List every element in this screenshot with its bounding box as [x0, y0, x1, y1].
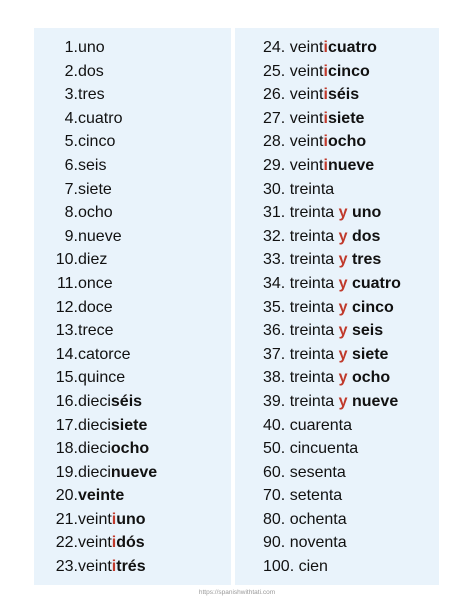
word-part: veint	[78, 534, 112, 552]
item-word	[290, 511, 347, 528]
item-word	[78, 251, 107, 268]
item-word	[290, 534, 347, 551]
word-part: dos	[78, 62, 104, 80]
word-bold-part: cinco	[347, 298, 394, 316]
item-word	[78, 369, 125, 386]
word-part: veint	[289, 109, 324, 127]
list-item	[235, 531, 439, 555]
item-word	[78, 275, 113, 292]
list-item	[235, 390, 439, 414]
item-number: 15.	[55, 369, 78, 387]
left-number-list	[34, 36, 231, 579]
item-number: 19.	[55, 463, 78, 481]
item-number: 6.	[64, 156, 78, 174]
list-item	[235, 508, 439, 532]
list-item	[235, 107, 439, 131]
item-word	[290, 369, 391, 386]
list-item	[34, 201, 231, 225]
list-item	[235, 437, 439, 461]
word-part: trece	[78, 322, 114, 340]
highlight-connector: y	[338, 227, 348, 245]
item-word	[78, 322, 114, 339]
item-number: 8.	[64, 204, 78, 222]
item-number: 10.	[55, 251, 78, 269]
list-item	[34, 319, 231, 343]
word-part: dieci	[78, 392, 111, 410]
highlight-connector: i	[323, 62, 328, 80]
word-part: treinta	[289, 322, 339, 340]
highlight-connector: i	[111, 558, 117, 576]
item-word	[290, 204, 382, 221]
list-item	[34, 555, 231, 579]
list-item	[34, 484, 231, 508]
word-bold-part: seis	[347, 322, 384, 340]
item-word	[290, 440, 359, 457]
list-item	[34, 296, 231, 320]
word-part: treinta	[289, 345, 339, 363]
highlight-connector: i	[323, 156, 328, 174]
item-word	[78, 204, 113, 221]
item-word	[78, 534, 145, 551]
word-bold-part: dós	[116, 534, 145, 552]
item-word	[78, 228, 122, 245]
word-part: veint	[289, 86, 324, 104]
item-number: 11.	[56, 274, 78, 292]
list-item	[34, 272, 231, 296]
item-number: 33.	[263, 251, 286, 269]
list-item	[235, 130, 439, 154]
highlight-connector: y	[338, 345, 348, 363]
word-part: sesenta	[289, 463, 346, 481]
item-number: 32.	[263, 227, 286, 245]
word-bold-part: ocho	[110, 440, 150, 458]
highlight-connector: y	[338, 322, 348, 340]
list-item	[235, 484, 439, 508]
item-number: 21.	[55, 510, 78, 528]
list-item	[34, 508, 231, 532]
word-part: veint	[289, 156, 324, 174]
word-part: cien	[298, 558, 328, 576]
word-part: treinta	[289, 298, 339, 316]
word-bold-part: veinte	[78, 487, 125, 505]
item-word	[78, 558, 146, 575]
item-word	[78, 487, 124, 504]
item-number: 31.	[263, 204, 286, 222]
item-word	[290, 86, 359, 103]
word-part: veint	[289, 39, 324, 56]
item-word	[78, 133, 115, 150]
item-word	[299, 558, 328, 575]
word-part: cinco	[78, 133, 116, 151]
word-bold-part: tres	[347, 251, 382, 269]
item-word	[290, 228, 381, 245]
item-word	[290, 39, 377, 56]
word-part: treinta	[289, 392, 339, 410]
word-part: dieci	[78, 463, 111, 481]
list-item	[235, 154, 439, 178]
word-part: nueve	[78, 227, 122, 245]
list-item	[235, 461, 439, 485]
item-word	[290, 133, 366, 150]
word-part: treinta	[289, 227, 339, 245]
highlight-connector: y	[338, 274, 348, 292]
word-part: ocho	[78, 204, 113, 222]
word-bold-part: uno	[116, 510, 146, 528]
word-bold-part: cuatro	[327, 39, 377, 56]
list-item	[34, 154, 231, 178]
word-part: tres	[78, 86, 105, 104]
item-number: 17.	[55, 416, 78, 434]
highlight-connector: i	[111, 510, 117, 528]
list-item	[34, 461, 231, 485]
left-column	[34, 28, 231, 585]
list-item	[235, 36, 439, 60]
word-part: treinta	[289, 204, 339, 222]
word-bold-part: siete	[347, 345, 389, 363]
list-item	[235, 201, 439, 225]
word-bold-part: uno	[347, 204, 382, 222]
word-part: treinta	[289, 274, 339, 292]
list-item	[235, 366, 439, 390]
right-column	[235, 28, 439, 585]
item-word	[78, 110, 122, 127]
word-bold-part: siete	[110, 416, 148, 434]
word-part: siete	[78, 180, 112, 198]
word-part: dieci	[78, 440, 111, 458]
item-word	[290, 417, 352, 434]
word-bold-part: siete	[327, 109, 365, 127]
highlight-connector: y	[338, 204, 348, 222]
word-part: veint	[289, 133, 324, 151]
footer-url: https://spanishwithtati.com	[198, 589, 276, 596]
item-number: 24.	[263, 39, 286, 56]
list-item	[235, 248, 439, 272]
word-part: treinta	[289, 180, 335, 198]
item-word	[290, 157, 375, 174]
item-word	[290, 251, 382, 268]
word-part: noventa	[289, 534, 347, 552]
item-number: 60.	[263, 463, 286, 481]
list-item	[34, 178, 231, 202]
item-word	[78, 417, 147, 434]
item-word	[290, 464, 346, 481]
word-bold-part: nueve	[327, 156, 375, 174]
item-number: 36.	[263, 322, 286, 340]
item-number: 1.	[64, 39, 78, 56]
list-item	[34, 414, 231, 438]
word-bold-part: nueve	[110, 463, 158, 481]
word-bold-part: cinco	[327, 62, 370, 80]
list-item	[235, 319, 439, 343]
word-part: diez	[78, 251, 108, 269]
list-item	[34, 531, 231, 555]
highlight-connector: y	[338, 369, 348, 387]
word-part: treinta	[289, 369, 339, 387]
word-bold-part: séis	[327, 86, 360, 104]
list-item	[34, 60, 231, 84]
word-part: seis	[78, 156, 107, 174]
highlight-connector: i	[323, 109, 328, 127]
item-word	[78, 464, 157, 481]
item-number: 29.	[263, 156, 286, 174]
word-bold-part: trés	[116, 558, 146, 576]
item-word	[78, 86, 105, 103]
item-number: 50.	[263, 440, 286, 458]
item-word	[290, 181, 334, 198]
list-item	[34, 390, 231, 414]
item-word	[290, 322, 383, 339]
item-number: 34.	[263, 274, 286, 292]
list-item	[235, 272, 439, 296]
list-item	[34, 248, 231, 272]
item-number: 13.	[55, 322, 78, 340]
word-part: treinta	[289, 251, 339, 269]
item-word	[290, 110, 365, 127]
item-number: 28.	[263, 133, 286, 151]
item-word	[290, 487, 342, 504]
item-number: 16.	[55, 392, 78, 410]
word-bold-part: nueve	[347, 392, 399, 410]
list-item	[235, 555, 439, 579]
word-part: ochenta	[289, 510, 347, 528]
item-word	[78, 63, 104, 80]
item-number: 5.	[64, 133, 78, 151]
item-number: 22.	[55, 534, 78, 552]
list-item	[235, 343, 439, 367]
word-part: quince	[78, 369, 126, 387]
word-bold-part: dos	[347, 227, 381, 245]
highlight-connector: y	[338, 298, 348, 316]
item-word	[290, 275, 401, 292]
list-item	[34, 343, 231, 367]
word-bold-part: cuatro	[347, 274, 401, 292]
highlight-connector: i	[323, 39, 328, 56]
item-word	[78, 511, 146, 528]
word-part: catorce	[78, 345, 131, 363]
item-word	[78, 393, 142, 410]
item-number: 30.	[263, 180, 286, 198]
list-item	[235, 414, 439, 438]
item-word	[78, 440, 149, 457]
item-number: 70.	[263, 487, 286, 505]
list-item	[34, 437, 231, 461]
highlight-connector: i	[323, 86, 328, 104]
item-number: 25.	[263, 62, 286, 80]
item-number: 38.	[263, 369, 286, 387]
word-part: veint	[289, 62, 324, 80]
item-word	[78, 346, 130, 363]
item-number: 23.	[55, 558, 78, 576]
list-item	[34, 130, 231, 154]
right-number-list	[235, 36, 439, 579]
item-word	[290, 346, 389, 363]
list-item	[34, 225, 231, 249]
item-number: 100.	[263, 558, 295, 576]
highlight-connector: i	[323, 133, 328, 151]
word-part: cincuenta	[289, 440, 359, 458]
item-number: 9.	[64, 227, 78, 245]
item-number: 20.	[55, 487, 78, 505]
item-number: 26.	[263, 86, 286, 104]
word-bold-part: ocho	[347, 369, 391, 387]
item-number: 35.	[263, 298, 286, 316]
item-number: 4.	[64, 109, 78, 127]
word-part: cuarenta	[289, 416, 352, 434]
word-part: cuatro	[78, 109, 123, 127]
item-number: 2.	[64, 62, 78, 80]
list-item	[34, 366, 231, 390]
word-part: setenta	[289, 487, 343, 505]
item-number: 14.	[55, 345, 78, 363]
item-word	[290, 299, 394, 316]
highlight-connector: i	[111, 534, 117, 552]
list-item	[235, 178, 439, 202]
item-number: 90.	[263, 534, 286, 552]
item-word	[290, 63, 370, 80]
item-number: 80.	[263, 510, 286, 528]
word-part: once	[78, 274, 113, 292]
item-word	[78, 39, 105, 56]
item-number: 39.	[263, 392, 286, 410]
item-number: 12.	[55, 298, 78, 316]
list-item	[235, 83, 439, 107]
word-bold-part: ocho	[327, 133, 367, 151]
word-part: dieci	[78, 416, 111, 434]
list-item	[34, 83, 231, 107]
item-word	[78, 157, 106, 174]
item-number: 37.	[263, 345, 286, 363]
item-number: 7.	[64, 180, 78, 198]
item-word	[78, 299, 113, 316]
item-number: 40.	[263, 416, 286, 434]
item-number: 27.	[263, 109, 286, 127]
list-item	[235, 296, 439, 320]
word-part: uno	[78, 39, 105, 56]
highlight-connector: y	[338, 392, 348, 410]
item-number: 18.	[55, 440, 78, 458]
word-part: veint	[78, 510, 112, 528]
list-item	[235, 225, 439, 249]
highlight-connector: y	[338, 251, 348, 269]
item-word	[78, 181, 112, 198]
list-item	[235, 60, 439, 84]
list-item	[34, 36, 231, 60]
item-number: 3.	[64, 86, 78, 104]
item-word	[290, 393, 399, 410]
word-part: doce	[78, 298, 113, 316]
word-part: veint	[78, 558, 112, 576]
list-item	[34, 107, 231, 131]
word-bold-part: séis	[110, 392, 143, 410]
